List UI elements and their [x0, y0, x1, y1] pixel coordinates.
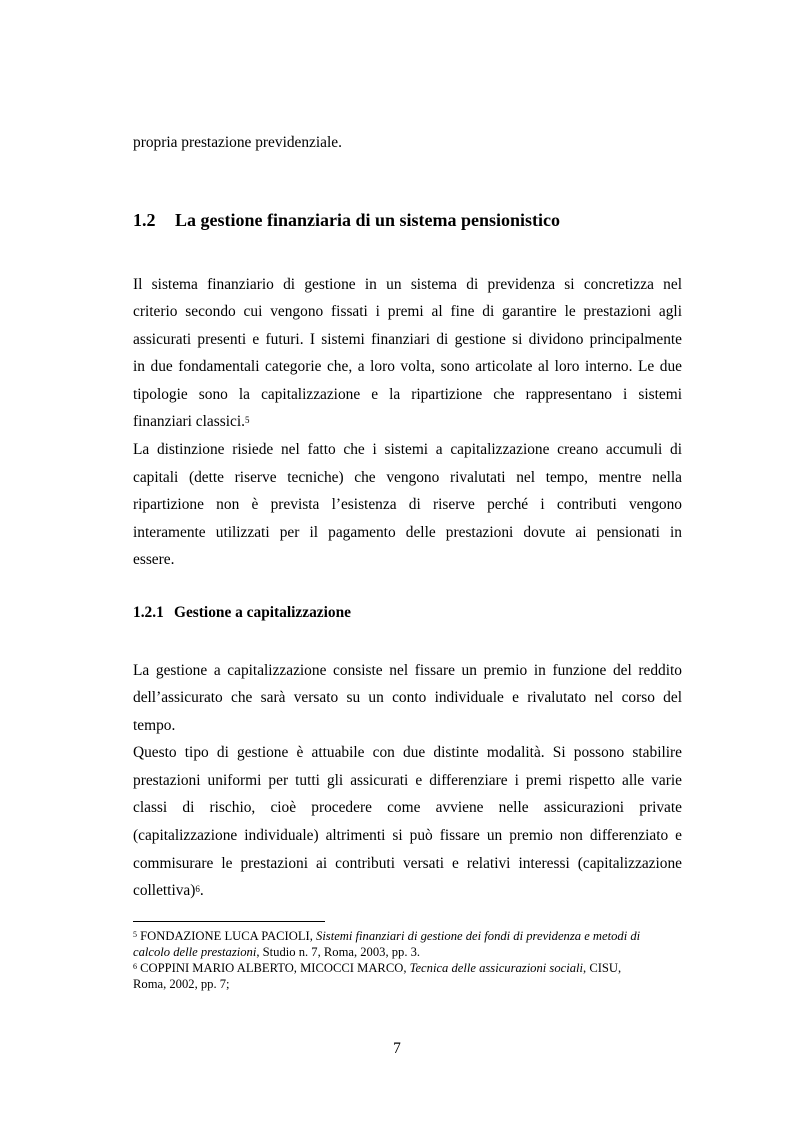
paragraph-line: assicurati presenti e futuri. I sistemi finanziari di gestione si dividono principalmente	[133, 331, 682, 348]
paragraph-line-last: tempo.	[133, 717, 176, 734]
paragraph-line: capitali (dette riserve tecniche) che vengono rivalutati nel tempo, mentre nella	[133, 469, 682, 486]
paragraph-line: dell’assicurato che sarà versato su un conto individuale e rivalutato nel corso del	[133, 689, 682, 706]
paragraph-line: in due fondamentali categorie che, a loro volta, sono articolate al loro interno. Le due	[133, 358, 682, 375]
paragraph-line: La gestione a capitalizzazione consiste nel fissare un premio in funzione del reddito	[133, 662, 682, 679]
paragraph-line-last: essere.	[133, 551, 175, 568]
paragraph-line-last	[133, 882, 682, 900]
paragraph-line: Questo tipo di gestione è attuabile con due distinte modalità. Si possono stabilire	[133, 744, 682, 761]
paragraph-line-last	[133, 413, 682, 431]
footnote-rest: , CISU,	[583, 961, 622, 975]
paragraph-line: ripartizione non è prevista l’esistenza di riserve perché i contributi vengono	[133, 496, 682, 513]
paragraph-text: collettiva)	[133, 882, 196, 899]
paragraph-line: prestazioni uniformi per tutti gli assicurati e differenziare i premi rispetto alle varie	[133, 772, 682, 789]
paragraph-line: classi di rischio, cioè procedere come avviene nelle assicurazioni private	[133, 799, 682, 816]
footnote-author: FONDAZIONE LUCA PACIOLI,	[140, 929, 317, 943]
paragraph-line: La distinzione risiede nel fatto che i sistemi a capitalizzazione creano accumuli di	[133, 441, 682, 458]
paragraph-line: criterio secondo cui vengono fissati i premi al fine di garantire le prestazioni agli	[133, 303, 682, 320]
footnote-line2: Roma, 2002, pp. 7;	[133, 977, 230, 991]
footnote-mark: 6	[133, 962, 137, 971]
paragraph-text: .	[199, 882, 204, 899]
paragraph-line: tipologie sono la capitalizzazione e la ripartizione che rappresentano i sistemi	[133, 386, 682, 403]
subsection-title: Gestione a capitalizzazione	[174, 604, 351, 621]
footnote-6	[133, 960, 682, 992]
paragraph-line: (capitalizzazione individuale) altrimenti si può fissare un premio non differenziato e	[133, 827, 682, 844]
footnote-author: COPPINI MARIO ALBERTO, MICOCCI MARCO,	[140, 961, 410, 975]
section-heading	[133, 210, 560, 231]
subsection-heading	[133, 604, 351, 622]
footnote-title: Tecnica delle assicurazioni sociali	[409, 961, 584, 975]
footnote-ref-5[interactable]: 5	[244, 415, 250, 425]
paragraph-text: finanziari classici.	[133, 413, 245, 430]
section-title: La gestione finanziaria di un sistema pensionistico	[175, 210, 561, 230]
footnote-separator	[133, 921, 325, 922]
footnote-ref-6[interactable]: 6	[195, 884, 200, 894]
section-number: 1.2	[133, 210, 156, 230]
intro-line: propria prestazione previdenziale.	[133, 134, 342, 151]
paragraph-line: interamente utilizzati per il pagamento delle prestazioni dovute ai pensionati in	[133, 524, 682, 541]
footnote-title: Sistemi finanziari di gestione dei fondi di previdenza e metodi di	[316, 929, 641, 943]
footnote-title-cont: calcolo delle prestazioni	[133, 945, 257, 959]
footnote-5	[133, 928, 682, 960]
footnote-mark: 5	[133, 930, 137, 939]
footnote-rest: , Studio n. 7, Roma, 2003, pp. 3.	[256, 945, 421, 959]
subsection-number: 1.2.1	[133, 604, 164, 621]
paragraph-line: Il sistema finanziario di gestione in un sistema di previdenza si concretizza nel	[133, 276, 682, 293]
page-number: 7	[393, 1040, 401, 1057]
paragraph-line: commisurare le prestazioni ai contributi versati e relativi interessi (capitalizzazione	[133, 855, 682, 872]
